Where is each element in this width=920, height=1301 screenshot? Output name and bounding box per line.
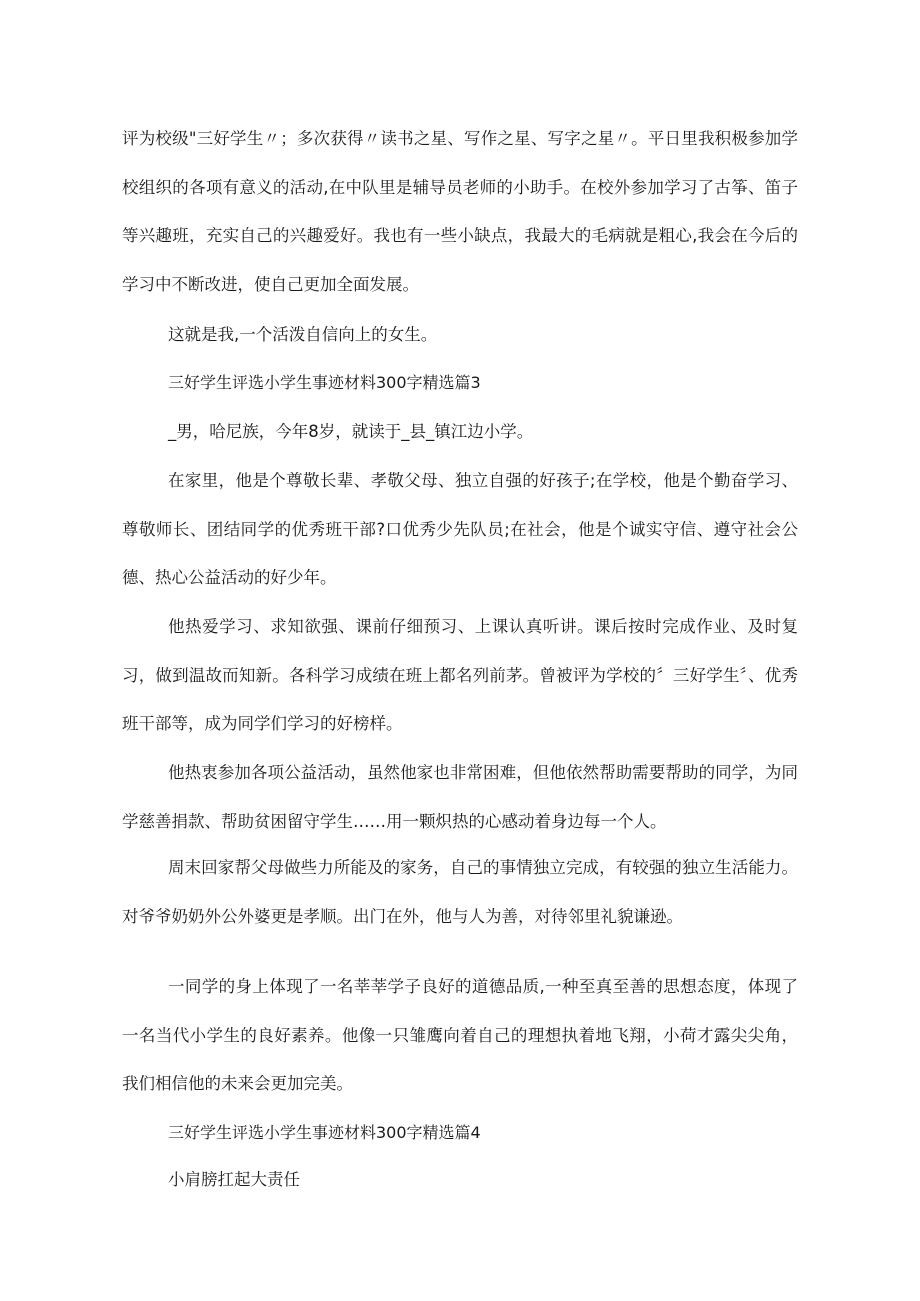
section-heading-part-4: 三好学生评选小学生事迹材料300字精选篇4 [168, 1123, 481, 1142]
paragraph-student-intro: _男，哈尼族，今年8岁，就读于_县_镇江边小学。 [168, 422, 534, 441]
paragraph-intro-continued: 评为校级"三好学生〃；多次获得〃读书之星、写作之星、写字之星〃。平日里我积极参加学校组织的各项有意义的活动,在中队里是辅导员老师的小助手。在校外参加学习了古筝、笛子等兴趣班，充实自己的兴趣爱好。我也有一些小缺点，我最大的毛病就是粗心,我会在今后的学习中不断改进，使自己更加全面发展。 [122, 129, 798, 294]
paragraph-self-summary: 这就是我,一个活泼自信向上的女生。 [168, 325, 438, 344]
paragraph-subtitle: 小肩膀扛起大责任 [168, 1170, 300, 1189]
section-heading-part-3: 三好学生评选小学生事迹材料300字精选篇3 [168, 373, 481, 392]
paragraph-conclusion: 一同学的身上体现了一名莘莘学子良好的道德品质,一种至真至善的思想态度，体现了一名当代小学生的良好素养。他像一只雏鹰向着自己的理想执着地飞翔，小荷才露尖尖角，我们相信他的未来会更加完美。 [122, 977, 798, 1093]
paragraph-study-habits: 他热爱学习、求知欲强、课前仔细预习、上课认真听讲。课后按时完成作业、及时复习，做到温故而知新。各科学习成绩在班上都名列前茅。曾被评为学校的〞三好学生〞、优秀班干部等，成为同学们学习的好榜样。 [122, 617, 798, 733]
paragraph-family-duties: 周末回家帮父母做些力所能及的家务，自己的事情独立完成，有较强的独立生活能力。对爷爷奶奶外公外婆更是孝顺。出门在外，他与人为善，对待邻里礼貌谦逊。 [122, 858, 798, 926]
paragraph-public-welfare: 他热衷参加各项公益活动，虽然他家也非常困难，但他依然帮助需要帮助的同学，为同学慈善捐款、帮助贫困留守学生……用一颗炽热的心感动着身边每一个人。 [122, 763, 798, 831]
paragraph-home-school-society: 在家里，他是个尊敬长辈、孝敬父母、独立自强的好孩子;在学校，他是个勤奋学习、尊敬师长、团结同学的优秀班干部?口优秀少先队员;在社会，他是个诚实守信、遵守社会公德、热心公益活动的好少年。 [122, 471, 798, 587]
